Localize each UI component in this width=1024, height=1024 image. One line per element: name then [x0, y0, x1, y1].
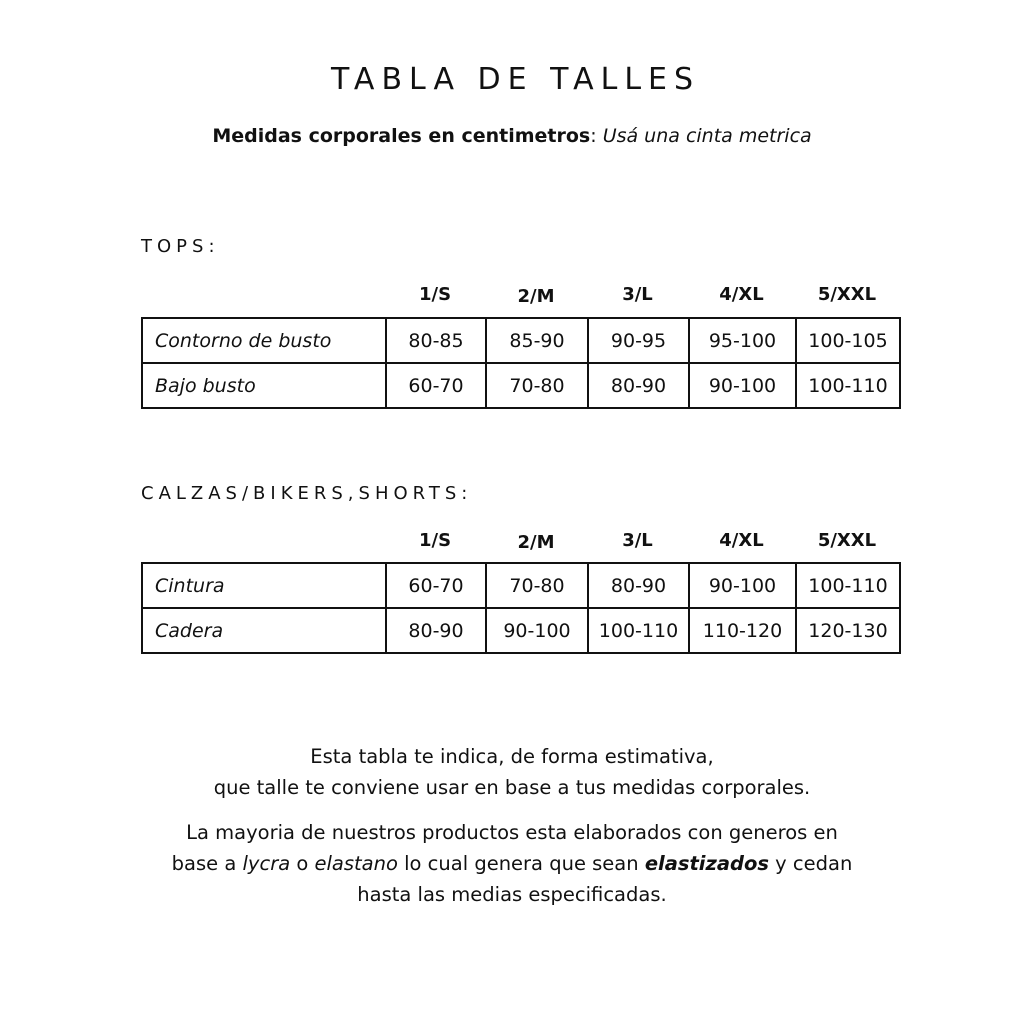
size-header: 3/L [622, 530, 653, 551]
measure-value: 100-110 [796, 563, 900, 608]
notes-elastano: elastano [314, 852, 398, 875]
size-header: 2/M [517, 532, 555, 553]
measure-label: Bajo busto [142, 363, 386, 408]
notes-lycra: lycra [242, 852, 291, 875]
subtitle-bold: Medidas corporales en centimetros [212, 125, 591, 147]
measure-value: 80-90 [588, 563, 689, 608]
tops-size-header [385, 284, 899, 314]
table-row [142, 318, 900, 363]
subtitle-italic: Usá una cinta metrica [602, 125, 812, 147]
measure-value: 100-110 [588, 608, 689, 653]
notes-text: o [290, 852, 315, 875]
notes-elastizados: elastizados [644, 852, 769, 875]
section-label-tops: TOPS: [141, 236, 220, 257]
size-header: 2/M [517, 286, 555, 307]
measure-value: 90-100 [689, 363, 796, 408]
size-header: 1/S [418, 284, 452, 305]
calzas-size-table [141, 562, 901, 654]
measure-value: 95-100 [689, 318, 796, 363]
measure-value: 70-80 [486, 363, 588, 408]
measure-value: 80-90 [588, 363, 689, 408]
table-row [142, 363, 900, 408]
size-header: 4/XL [719, 284, 764, 305]
table-row [142, 563, 900, 608]
size-header: 4/XL [719, 530, 764, 551]
measure-value: 120-130 [796, 608, 900, 653]
measure-label: Contorno de busto [142, 318, 386, 363]
measure-value: 90-95 [588, 318, 689, 363]
calzas-size-header [385, 530, 899, 560]
table-row [142, 608, 900, 653]
notes-line [0, 848, 1024, 879]
size-header: 1/S [418, 530, 452, 551]
measure-value: 80-90 [386, 608, 486, 653]
measure-value: 80-85 [386, 318, 486, 363]
notes-text: y cedan [768, 852, 853, 875]
measure-value: 100-105 [796, 318, 900, 363]
notes-text: lo cual genera que sean [397, 852, 645, 875]
notes-paragraph-1 [0, 741, 1024, 803]
measure-value: 70-80 [486, 563, 588, 608]
tops-size-table [141, 317, 901, 409]
measure-value: 90-100 [689, 563, 796, 608]
section-label-calzas: CALZAS/BIKERS,SHORTS: [141, 483, 473, 504]
measure-value: 100-110 [796, 363, 900, 408]
notes-paragraph-2 [0, 817, 1024, 910]
size-header: 5/XXL [817, 530, 877, 551]
measure-value: 60-70 [386, 563, 486, 608]
size-header: 5/XXL [817, 284, 877, 305]
notes-line: Esta tabla te indica, de forma estimativa, [310, 745, 714, 768]
notes-line: que talle te conviene usar en base a tus medidas corporales. [213, 776, 811, 799]
measure-value: 90-100 [486, 608, 588, 653]
page-title: TABLA DE TALLES [330, 62, 701, 97]
measure-label: Cadera [142, 608, 386, 653]
notes-line: La mayoria de nuestros productos esta elaborados con generos en [186, 821, 838, 844]
page-subtitle [0, 125, 1024, 147]
size-header: 3/L [622, 284, 653, 305]
measure-value: 85-90 [486, 318, 588, 363]
notes-line: hasta las medias especificadas. [357, 883, 667, 906]
measure-label: Cintura [142, 563, 386, 608]
measure-value: 110-120 [689, 608, 796, 653]
notes-text: base a [171, 852, 243, 875]
subtitle-separator: : [590, 125, 603, 147]
measure-value: 60-70 [386, 363, 486, 408]
